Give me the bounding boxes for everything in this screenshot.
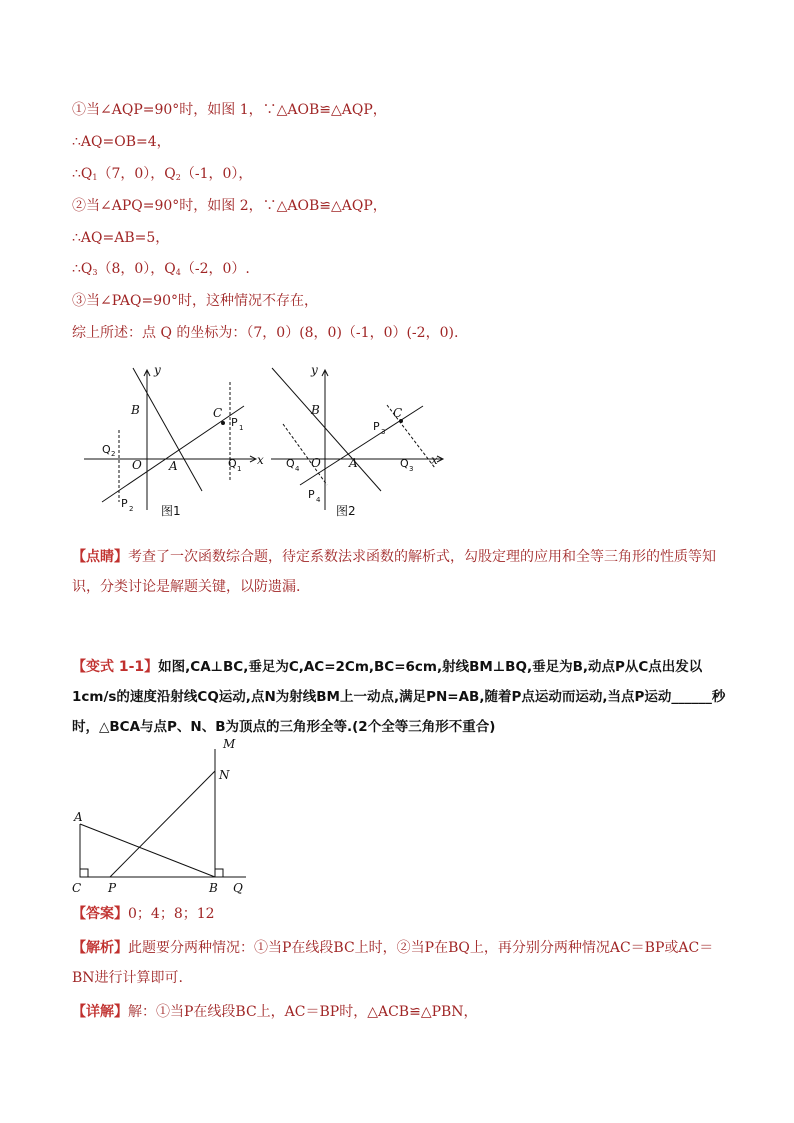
label-q3-sub: 3 xyxy=(409,465,414,473)
solution-line-4: ②当∠APQ=90°时，如图 2，∵△AOB≌△AQP， xyxy=(72,198,387,214)
answer-text: 0；4；8；12 xyxy=(128,906,215,922)
label-q2: Q xyxy=(102,443,111,456)
label-c: C xyxy=(393,406,403,420)
label-p2-sub: 2 xyxy=(129,505,134,513)
caption-figure-2: 图2 xyxy=(336,504,356,518)
line-ab xyxy=(133,368,202,491)
label-q1-sub: 1 xyxy=(237,465,242,473)
label-x: x xyxy=(431,453,438,467)
label-q3: Q xyxy=(400,457,409,470)
text-segment: （-2，0）. xyxy=(180,261,250,277)
subscript: 1 xyxy=(92,173,98,182)
label-p3-sub: 3 xyxy=(381,428,386,436)
caption-figure-1: 图1 xyxy=(161,504,181,518)
text-segment: （8，0），Q xyxy=(97,261,176,277)
text-segment: （-1，0）， xyxy=(180,166,253,182)
label-a: A xyxy=(349,456,358,470)
label-y: y xyxy=(311,363,318,377)
line-ab xyxy=(272,368,381,491)
label-q: Q xyxy=(233,881,243,895)
segment-pn xyxy=(110,771,215,877)
subscript: 3 xyxy=(92,268,98,277)
segment-ab xyxy=(80,824,215,877)
text-segment: ∴Q xyxy=(72,261,93,277)
label-n: N xyxy=(219,768,230,782)
dashed-p4q4 xyxy=(283,424,327,485)
label-c: C xyxy=(72,881,82,895)
label-p3: P xyxy=(373,420,380,433)
figure-1 xyxy=(80,360,280,525)
solution-line-7: ③当∠PAQ=90°时，这种情况不存在， xyxy=(72,293,318,309)
variant-text: 如图,CA⊥BC,垂足为C,AC=2Cm,BC=6cm,射线BM⊥BQ,垂足为B,动点P从C点出发以1cm/s的速度沿射线CQ运动,点N为射线BM上一动点,满足PN=AB,随着P点运动而运动,当点P运动______秒时，△BCA与点P、N、B为顶点的三角形全等.(2个全等三角形不重合) xyxy=(72,659,726,735)
text-segment: （7，0），Q xyxy=(97,166,176,182)
label-a: A xyxy=(74,810,83,824)
solution-line-2: ∴AQ=OB=4， xyxy=(72,134,171,150)
label-y: y xyxy=(154,363,161,377)
figure-3 xyxy=(68,732,258,897)
answer-line xyxy=(72,904,215,924)
answer-tag: 【答案】 xyxy=(72,906,128,922)
variant-tag: 【变式 1-1】 xyxy=(72,659,159,675)
text-segment: ∴Q xyxy=(72,166,93,182)
label-q4: Q xyxy=(286,457,295,470)
subscript: 4 xyxy=(175,268,181,277)
line-ac xyxy=(102,406,244,502)
label-p: P xyxy=(108,881,117,895)
label-q1: Q xyxy=(228,457,237,470)
label-q4-sub: 4 xyxy=(295,465,300,473)
analysis-tag: 【解析】 xyxy=(72,940,128,956)
label-m: M xyxy=(223,737,236,751)
label-o: O xyxy=(311,456,321,470)
label-x: x xyxy=(257,453,264,467)
detail-tag: 【详解】 xyxy=(72,1004,128,1020)
label-b: B xyxy=(209,881,218,895)
analysis-paragraph xyxy=(72,933,724,993)
dianjing-text: 考查了一次函数综合题，待定系数法求函数的解析式，勾股定理的应用和全等三角形的性质等知识，分类讨论是解题关键，以防遗漏. xyxy=(72,549,716,595)
label-b: B xyxy=(131,403,140,417)
label-b: B xyxy=(311,403,320,417)
solution-line-3 xyxy=(72,164,252,188)
point-p1 xyxy=(221,421,225,425)
label-p1: P xyxy=(231,416,238,429)
detail-text: 解：①当P在线段BC上，AC＝BP时，△ACB≌△PBN， xyxy=(128,1004,478,1020)
solution-line-6 xyxy=(72,259,250,283)
solution-line-5: ∴AQ=AB=5， xyxy=(72,230,170,246)
solution-line-1: ①当∠AQP=90°时，如图 1，∵△AOB≌△AQP， xyxy=(72,102,387,118)
label-p4-sub: 4 xyxy=(316,496,321,504)
label-o: O xyxy=(132,458,142,472)
label-a: A xyxy=(169,459,178,473)
right-angle-c xyxy=(80,869,88,877)
variant-paragraph xyxy=(72,652,726,742)
solution-line-8: 综上所述：点 Q 的坐标为：（7，0）(8，0)（-1，0）(-2，0). xyxy=(72,325,459,341)
analysis-text: 此题要分两种情况：①当P在线段BC上时，②当P在BQ上，再分别分两种情况AC＝BP或AC＝BN进行计算即可. xyxy=(72,940,714,986)
label-c: C xyxy=(213,406,223,420)
dianjing-tag: 【点睛】 xyxy=(72,549,128,565)
detail-line xyxy=(72,1002,478,1022)
label-q2-sub: 2 xyxy=(111,450,116,458)
subscript: 2 xyxy=(175,173,181,182)
figure-2 xyxy=(265,360,465,525)
dianjing-paragraph xyxy=(72,542,724,602)
label-p2: P xyxy=(121,497,128,510)
label-p4: P xyxy=(308,488,315,501)
label-p1-sub: 1 xyxy=(239,424,244,432)
right-angle-b xyxy=(215,869,223,877)
